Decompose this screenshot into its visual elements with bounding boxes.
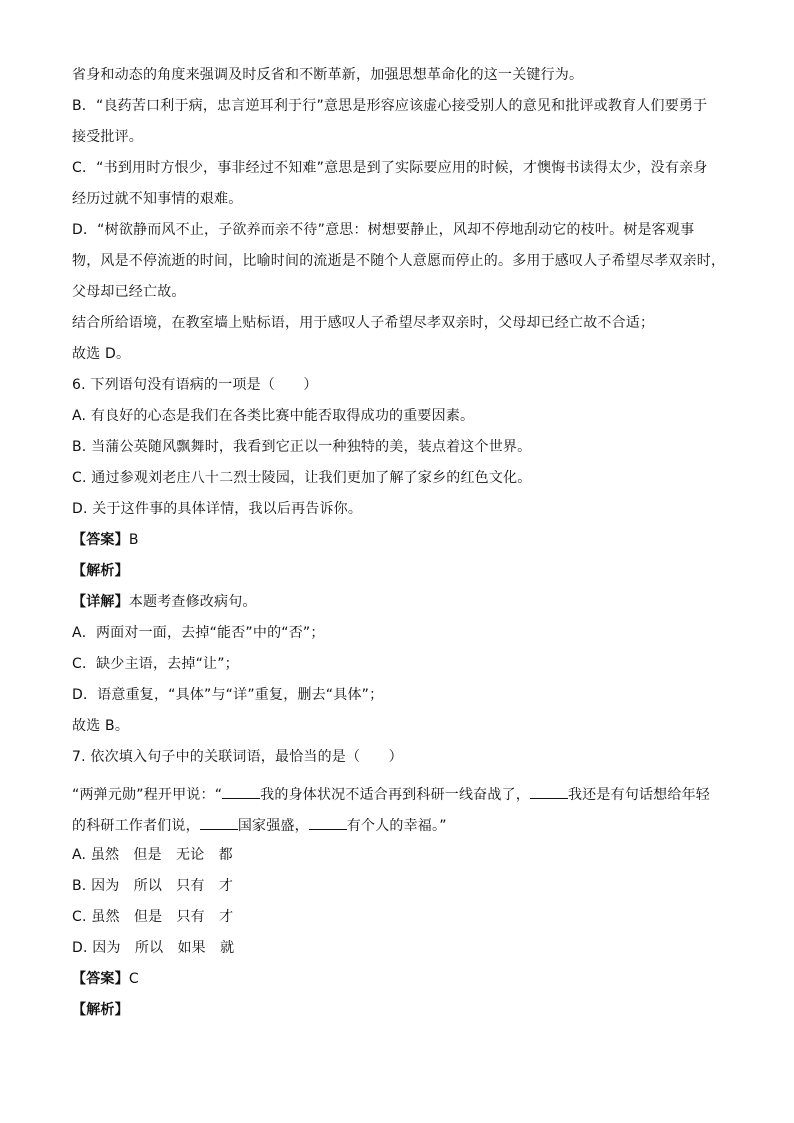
answer-value: B — [128, 532, 139, 548]
explanation-line: 接受批评。 — [72, 129, 143, 145]
passage-text: 有个人的幸福。” — [346, 818, 447, 834]
explanation-line: 父母却已经亡故。 — [72, 284, 186, 300]
answer-value: C — [128, 971, 139, 987]
explanation-option-c: C．“书到用时方恨少，事非经过不知难”意思是到了实际要应用的时候，才懊悔书读得太少，没有亲身 — [72, 160, 708, 176]
question-7-option-b: B. 因为 所以 只有 才 — [72, 878, 234, 894]
question-7-option-d: D. 因为 所以 如果 就 — [72, 940, 235, 956]
question-6-selection: 故选 B。 — [72, 718, 130, 734]
detail-text: 本题考查修改病句。 — [128, 594, 257, 610]
detail-tag: 【详解】 — [72, 594, 129, 610]
question-6-explain-c: C．缺少主语，去掉“让”； — [72, 656, 239, 672]
question-7-option-c: C. 虽然 但是 只有 才 — [72, 909, 234, 925]
question-6-detail — [72, 593, 257, 611]
question-6-explain-d: D．语意重复，“具体”与“详”重复，删去“具体”； — [72, 687, 384, 703]
analysis-tag: 【解析】 — [72, 563, 129, 579]
answer-tag: 【答案】 — [72, 971, 129, 987]
question-7-option-a: A. 虽然 但是 无论 都 — [72, 847, 233, 863]
fill-blank-3 — [200, 815, 238, 830]
question-7-answer — [72, 970, 139, 988]
fill-blank-1 — [222, 784, 260, 799]
passage-text: 我还是有句话想给年轻 — [567, 787, 710, 803]
explanation-conclusion: 结合所给语境，在教室墙上贴标语，用于感叹人子希望尽孝双亲时，父母却已经亡故不合适； — [72, 315, 655, 331]
explanation-line: 物，风是不停流逝的时间，比喻时间的流逝是不随个人意愿而停止的。多用于感叹人子希望尽孝双亲时， — [72, 253, 726, 269]
question-6-answer — [72, 531, 139, 549]
passage-text: 我的身体状况不适合再到科研一线奋战了， — [260, 787, 530, 803]
question-6-option-d: D. 关于这件事的具体详情，我以后再告诉你。 — [72, 501, 363, 517]
analysis-tag: 【解析】 — [72, 1002, 129, 1018]
fill-blank-2 — [530, 784, 568, 799]
passage-text: “两弹元勋”程开甲说：“ — [72, 787, 223, 803]
question-6-explain-a: A．两面对一面，去掉“能否”中的“否”； — [72, 625, 325, 641]
explanation-line: 省身和动态的角度来强调及时反省和不断革新，加强思想革命化的这一关键行为。 — [72, 67, 584, 83]
explanation-option-b: B．“良药苦口利于病，忠言逆耳利于行”意思是形容应该虚心接受别人的意见和批评或教育人们要勇于 — [72, 98, 708, 114]
question-7-stem: 7. 依次填入句子中的关联词语，最恰当的是（ ） — [72, 749, 403, 765]
question-7-analysis — [72, 1001, 129, 1019]
explanation-line: 经历过就不知事情的艰难。 — [72, 191, 243, 207]
question-7-passage-line-1 — [72, 784, 710, 804]
answer-selection: 故选 D。 — [72, 346, 131, 362]
answer-tag: 【答案】 — [72, 532, 129, 548]
passage-text: 的科研工作者们说， — [72, 818, 200, 834]
passage-text: 国家强盛， — [237, 818, 309, 834]
question-6-analysis — [72, 562, 129, 580]
question-6-stem: 6. 下列语句没有语病的一项是（ ） — [72, 377, 318, 393]
question-6-option-b: B. 当蒲公英随风飘舞时，我看到它正以一种独特的美，装点着这个世界。 — [72, 439, 532, 455]
question-7-passage-line-2 — [72, 815, 447, 835]
explanation-option-d: D．“树欲静而风不止，子欲养而亲不待”意思：树想要静止，风却不停地刮动它的枝叶。树是客观事 — [72, 222, 695, 238]
question-6-option-c: C. 通过参观刘老庄八十二烈士陵园，让我们更加了解了家乡的红色文化。 — [72, 470, 532, 486]
question-6-option-a: A. 有良好的心态是我们在各类比赛中能否取得成功的重要因素。 — [72, 408, 475, 424]
fill-blank-4 — [309, 815, 347, 830]
